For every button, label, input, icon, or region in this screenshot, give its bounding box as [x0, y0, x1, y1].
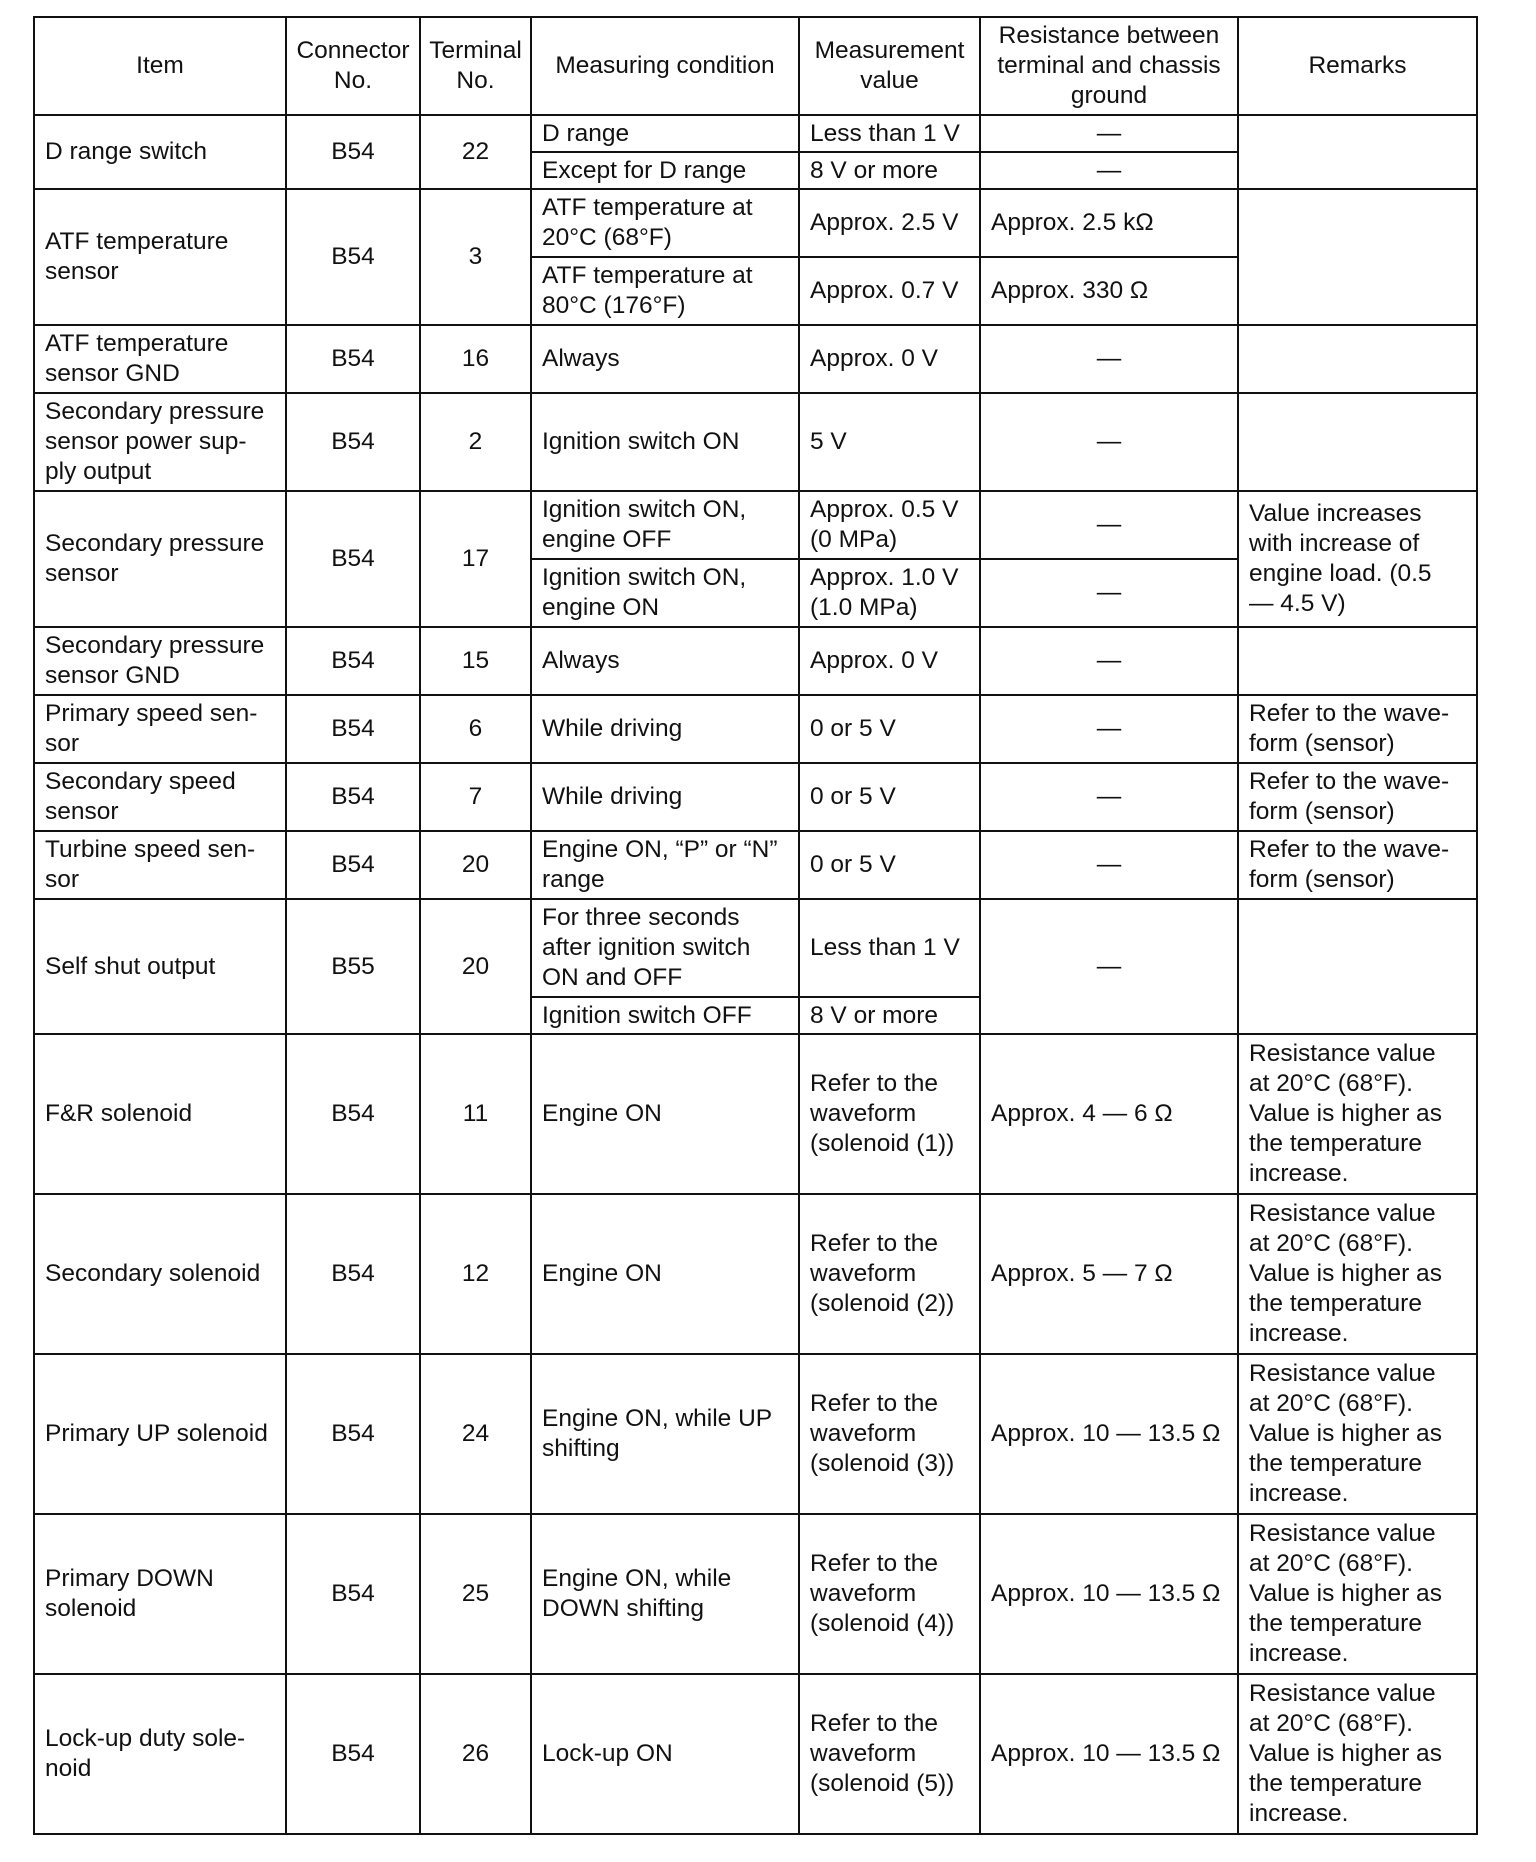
remarks-cell — [1238, 899, 1477, 1034]
condition-cell: ATF temperature at 80°C (176°F) — [531, 257, 799, 325]
resistance-cell: Approx. 2.5 kΩ — [980, 189, 1238, 257]
connector-cell: B54 — [286, 115, 420, 189]
terminal-cell: 24 — [420, 1354, 531, 1514]
value-cell: Refer to the waveform (solenoid (3)) — [799, 1354, 980, 1514]
condition-cell: D range — [531, 115, 799, 152]
terminal-cell: 7 — [420, 763, 531, 831]
remarks-cell — [1238, 393, 1477, 491]
condition-cell: Engine ON, “P” or “N” range — [531, 831, 799, 899]
table-row — [34, 1514, 1477, 1674]
value-cell: Less than 1 V — [799, 899, 980, 997]
header-remarks: Remarks — [1238, 17, 1477, 115]
connector-cell: B54 — [286, 325, 420, 393]
table-row — [34, 1674, 1477, 1834]
connector-cell: B55 — [286, 899, 420, 1034]
item-cell: Secondary speed sensor — [34, 763, 286, 831]
terminal-cell: 12 — [420, 1194, 531, 1354]
resistance-cell: — — [980, 325, 1238, 393]
value-cell: 5 V — [799, 393, 980, 491]
value-cell: Refer to the waveform (solenoid (1)) — [799, 1034, 980, 1194]
remarks-cell — [1238, 325, 1477, 393]
item-cell: Secondary pressure sensor — [34, 491, 286, 627]
value-cell: Approx. 0 V — [799, 325, 980, 393]
table-row — [34, 899, 1477, 997]
remarks-cell: Resistance value at 20°C (68°F). Value is higher as the temperature increase. — [1238, 1514, 1477, 1674]
header-terminal-no: Terminal No. — [420, 17, 531, 115]
item-cell: F&R solenoid — [34, 1034, 286, 1194]
remarks-cell: Resistance value at 20°C (68°F). Value is higher as the temperature increase. — [1238, 1034, 1477, 1194]
resistance-cell: — — [980, 491, 1238, 559]
condition-cell: Ignition switch ON, engine OFF — [531, 491, 799, 559]
terminal-cell: 17 — [420, 491, 531, 627]
table-row — [34, 1354, 1477, 1514]
table-row — [34, 1034, 1477, 1194]
terminal-cell: 2 — [420, 393, 531, 491]
condition-cell: Always — [531, 325, 799, 393]
resistance-cell: Approx. 5 — 7 Ω — [980, 1194, 1238, 1354]
value-cell: Refer to the waveform (solenoid (5)) — [799, 1674, 980, 1834]
connector-cell: B54 — [286, 831, 420, 899]
table-row — [34, 393, 1477, 491]
resistance-cell: — — [980, 115, 1238, 152]
table-row — [34, 627, 1477, 695]
value-cell: Refer to the waveform (solenoid (4)) — [799, 1514, 980, 1674]
remarks-cell: Refer to the wave- form (sensor) — [1238, 831, 1477, 899]
condition-cell: Except for D range — [531, 152, 799, 189]
condition-cell: While driving — [531, 763, 799, 831]
connector-cell: B54 — [286, 1354, 420, 1514]
remarks-cell: Value increases with increase of engine load. (0.5 — 4.5 V) — [1238, 491, 1477, 627]
item-cell: ATF temperature sensor GND — [34, 325, 286, 393]
resistance-cell: — — [980, 763, 1238, 831]
remarks-cell: Resistance value at 20°C (68°F). Value is higher as the temperature increase. — [1238, 1674, 1477, 1834]
resistance-cell: — — [980, 393, 1238, 491]
condition-cell: Ignition switch ON, engine ON — [531, 559, 799, 627]
resistance-cell: Approx. 10 — 13.5 Ω — [980, 1674, 1238, 1834]
condition-cell: Engine ON, while DOWN shifting — [531, 1514, 799, 1674]
connector-cell: B54 — [286, 627, 420, 695]
resistance-cell: — — [980, 831, 1238, 899]
header-measuring-condition: Measuring condition — [531, 17, 799, 115]
terminal-cell: 26 — [420, 1674, 531, 1834]
value-cell: 0 or 5 V — [799, 695, 980, 763]
connector-cell: B54 — [286, 393, 420, 491]
table-row — [34, 325, 1477, 393]
condition-cell: Engine ON, while UP shifting — [531, 1354, 799, 1514]
header-measurement-value: Measurement value — [799, 17, 980, 115]
resistance-cell: Approx. 10 — 13.5 Ω — [980, 1514, 1238, 1674]
header-item: Item — [34, 17, 286, 115]
terminal-cell: 20 — [420, 899, 531, 1034]
terminal-cell: 25 — [420, 1514, 531, 1674]
header-resistance: Resistance between terminal and chassis ground — [980, 17, 1238, 115]
condition-cell: Lock-up ON — [531, 1674, 799, 1834]
terminal-cell: 20 — [420, 831, 531, 899]
value-cell: 0 or 5 V — [799, 831, 980, 899]
terminal-cell: 3 — [420, 189, 531, 325]
value-cell: 0 or 5 V — [799, 763, 980, 831]
item-cell: Primary DOWN solenoid — [34, 1514, 286, 1674]
condition-cell: While driving — [531, 695, 799, 763]
value-cell: 8 V or more — [799, 997, 980, 1034]
item-cell: Secondary pressure sensor power sup- ply output — [34, 393, 286, 491]
terminal-cell: 11 — [420, 1034, 531, 1194]
resistance-cell: — — [980, 152, 1238, 189]
condition-cell: Engine ON — [531, 1034, 799, 1194]
connector-cell: B54 — [286, 695, 420, 763]
resistance-cell: — — [980, 627, 1238, 695]
header-row — [34, 17, 1477, 115]
connector-cell: B54 — [286, 1674, 420, 1834]
resistance-cell: — — [980, 899, 1238, 1034]
condition-cell: Ignition switch ON — [531, 393, 799, 491]
item-cell: ATF temperature sensor — [34, 189, 286, 325]
value-cell: Approx. 0 V — [799, 627, 980, 695]
connector-cell: B54 — [286, 1514, 420, 1674]
connector-cell: B54 — [286, 491, 420, 627]
value-cell: Refer to the waveform (solenoid (2)) — [799, 1194, 980, 1354]
item-cell: D range switch — [34, 115, 286, 189]
connector-cell: B54 — [286, 189, 420, 325]
table-row — [34, 763, 1477, 831]
condition-cell: Ignition switch OFF — [531, 997, 799, 1034]
table-row — [34, 1194, 1477, 1354]
condition-cell: Engine ON — [531, 1194, 799, 1354]
connector-cell: B54 — [286, 1194, 420, 1354]
terminal-cell: 6 — [420, 695, 531, 763]
remarks-cell — [1238, 189, 1477, 325]
condition-cell: ATF temperature at 20°C (68°F) — [531, 189, 799, 257]
item-cell: Primary speed sen- sor — [34, 695, 286, 763]
remarks-cell — [1238, 627, 1477, 695]
condition-cell: Always — [531, 627, 799, 695]
table-row — [34, 831, 1477, 899]
table-row — [34, 695, 1477, 763]
value-cell: 8 V or more — [799, 152, 980, 189]
connector-cell: B54 — [286, 1034, 420, 1194]
item-cell: Turbine speed sen- sor — [34, 831, 286, 899]
item-cell: Self shut output — [34, 899, 286, 1034]
connector-cell: B54 — [286, 763, 420, 831]
remarks-cell: Resistance value at 20°C (68°F). Value is higher as the temperature increase. — [1238, 1354, 1477, 1514]
table-row — [34, 115, 1477, 152]
remarks-cell: Refer to the wave- form (sensor) — [1238, 763, 1477, 831]
terminal-cell: 22 — [420, 115, 531, 189]
remarks-cell: Resistance value at 20°C (68°F). Value is higher as the temperature increase. — [1238, 1194, 1477, 1354]
item-cell: Lock-up duty sole- noid — [34, 1674, 286, 1834]
value-cell: Approx. 2.5 V — [799, 189, 980, 257]
resistance-cell: — — [980, 695, 1238, 763]
table-row — [34, 491, 1477, 559]
condition-cell: For three seconds after ignition switch ON and OFF — [531, 899, 799, 997]
item-cell: Secondary pressure sensor GND — [34, 627, 286, 695]
item-cell: Primary UP solenoid — [34, 1354, 286, 1514]
value-cell: Approx. 0.7 V — [799, 257, 980, 325]
table-row — [34, 189, 1477, 257]
value-cell: Approx. 0.5 V (0 MPa) — [799, 491, 980, 559]
resistance-cell: Approx. 10 — 13.5 Ω — [980, 1354, 1238, 1514]
terminal-cell: 15 — [420, 627, 531, 695]
remarks-cell — [1238, 115, 1477, 189]
terminal-spec-table — [33, 16, 1478, 1835]
remarks-cell: Refer to the wave- form (sensor) — [1238, 695, 1477, 763]
resistance-cell: Approx. 330 Ω — [980, 257, 1238, 325]
item-cell: Secondary solenoid — [34, 1194, 286, 1354]
value-cell: Less than 1 V — [799, 115, 980, 152]
header-connector-no: Connector No. — [286, 17, 420, 115]
terminal-cell: 16 — [420, 325, 531, 393]
value-cell: Approx. 1.0 V (1.0 MPa) — [799, 559, 980, 627]
resistance-cell: Approx. 4 — 6 Ω — [980, 1034, 1238, 1194]
resistance-cell: — — [980, 559, 1238, 627]
